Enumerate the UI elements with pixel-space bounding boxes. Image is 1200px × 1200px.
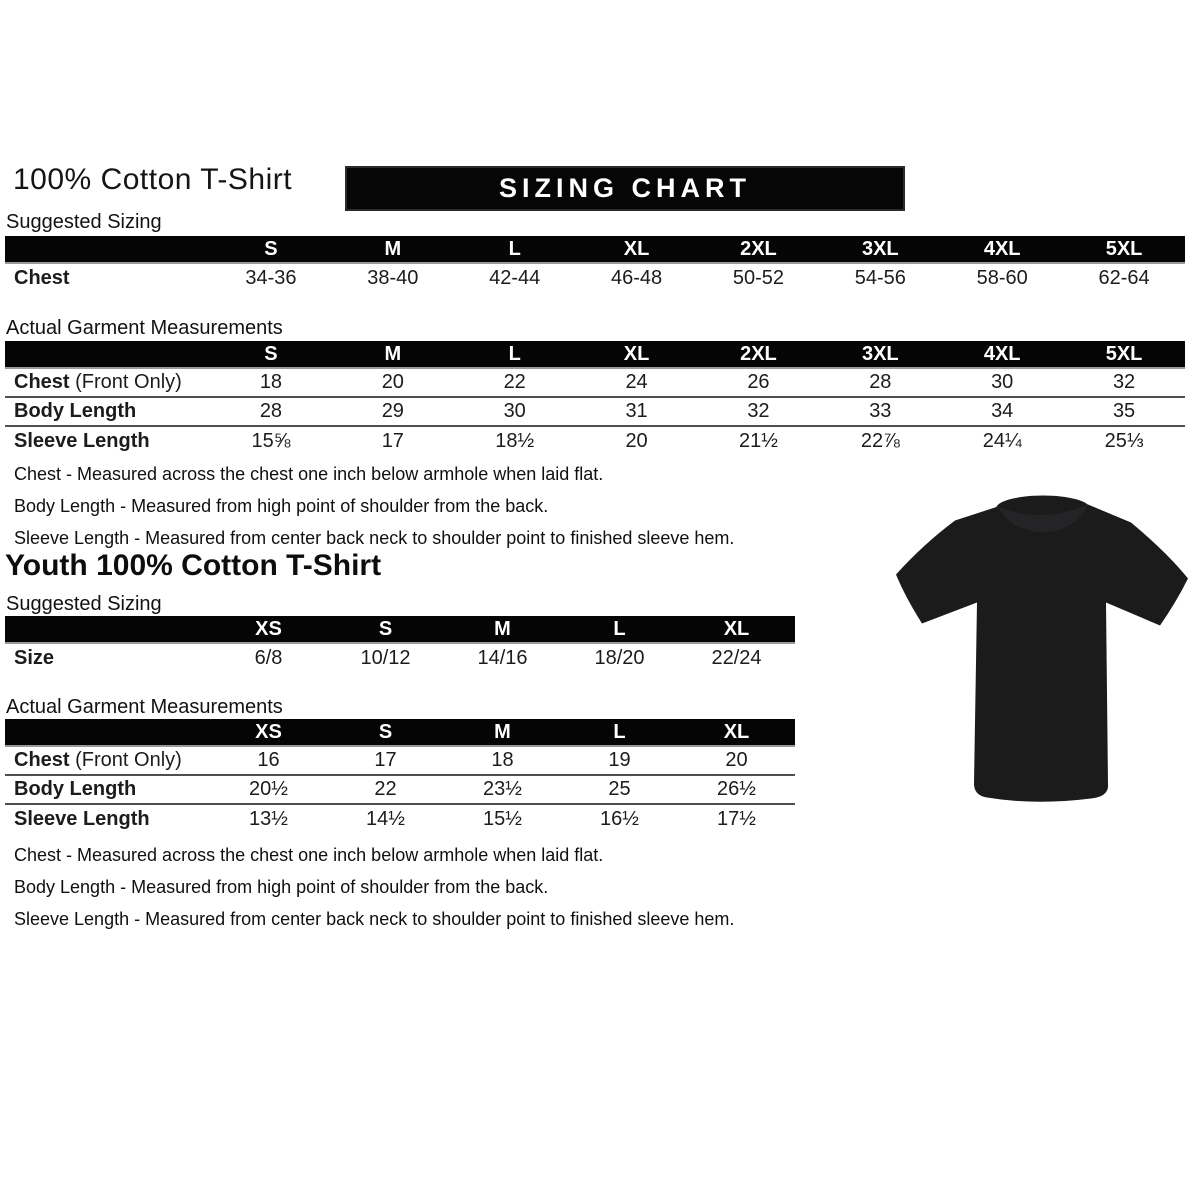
measurement-cell: 54-56 <box>854 267 906 289</box>
measurement-cell: 35 <box>1112 400 1136 422</box>
measurement-cell: 22 <box>503 371 526 393</box>
youth-actual-table <box>5 719 795 834</box>
youth-actual-label: Actual Garment Measurements <box>6 696 283 718</box>
measurement-cell: 34 <box>991 400 1014 422</box>
measurement-cell: 16 <box>257 749 280 771</box>
size-header-cell: L <box>508 342 521 365</box>
measurement-cell: 22/24 <box>711 647 762 669</box>
measurement-cell: 46-48 <box>610 267 663 289</box>
size-header-cell: XL <box>723 617 750 640</box>
table-row <box>5 805 795 834</box>
row-label <box>5 371 210 394</box>
youth-measurement-notes <box>14 845 734 941</box>
size-header-cell: 5XL <box>1105 342 1143 365</box>
size-header-cell: M <box>384 237 402 260</box>
row-label-suffix: (Front Only) <box>69 749 182 771</box>
table-row <box>5 427 1185 456</box>
measurement-cell: 26½ <box>717 778 756 800</box>
size-header-cell: XL <box>623 237 650 260</box>
size-header-cell: L <box>613 720 626 743</box>
size-header-cell: S <box>378 720 393 743</box>
measurement-cell: 17 <box>374 749 397 771</box>
tshirt-image <box>895 488 1195 813</box>
size-header-cell: 3XL <box>861 342 899 365</box>
measurement-cell: 6/8 <box>254 647 283 669</box>
measurement-cell: 25⅓ <box>1104 430 1144 452</box>
size-header-cell: XL <box>623 342 650 365</box>
size-header-cell: 2XL <box>740 342 777 365</box>
size-header-cell: XL <box>723 720 750 743</box>
measurement-cell: 31 <box>625 400 648 422</box>
row-label: Sleeve Length <box>14 808 150 830</box>
size-header-cell: 3XL <box>861 237 899 260</box>
youth-actual-header-row <box>5 719 795 747</box>
size-header-cell: L <box>508 237 521 260</box>
size-header-cell: 5XL <box>1105 237 1143 260</box>
measurement-cell: 28 <box>869 371 892 393</box>
measurement-cell: 62-64 <box>1098 267 1150 289</box>
row-label: Sleeve Length <box>14 430 150 452</box>
measurement-cell: 20½ <box>249 778 288 800</box>
measurement-cell: 20 <box>625 430 648 452</box>
row-label-main: Chest <box>14 371 70 393</box>
measurement-cell: 42-44 <box>489 267 541 289</box>
measurement-cell: 30 <box>991 371 1014 393</box>
measurement-cell: 14/16 <box>477 647 528 669</box>
measurement-cell: 13½ <box>249 808 288 830</box>
table-row <box>5 264 1185 293</box>
note-line: Body Length - Measured from high point of shoulder from the back. <box>14 496 549 516</box>
note-line: Sleeve Length - Measured from center back neck to shoulder point to finished sleeve hem. <box>14 528 735 548</box>
measurement-cell: 20 <box>725 749 748 771</box>
note-line: Chest - Measured across the chest one inch below armhole when laid flat. <box>14 464 604 484</box>
size-header-cell: 4XL <box>983 237 1021 260</box>
page-title: 100% Cotton T-Shirt <box>13 163 293 196</box>
table-row <box>5 747 795 776</box>
note-line: Body Length - Measured from high point of shoulder from the back. <box>14 877 549 897</box>
size-header-cell: M <box>494 617 511 640</box>
note-line: Sleeve Length - Measured from center back neck to shoulder point to finished sleeve hem. <box>14 909 735 929</box>
table-row <box>5 644 795 673</box>
size-header-cell: XS <box>255 720 282 743</box>
measurement-cell: 18 <box>259 371 283 393</box>
measurement-cell: 32 <box>1112 371 1136 393</box>
measurement-cell: 22 <box>374 778 397 800</box>
measurement-cell: 33 <box>869 400 892 422</box>
note-line: Chest - Measured across the chest one inch below armhole when laid flat. <box>14 845 604 865</box>
adult-actual-label: Actual Garment Measurements <box>6 317 283 339</box>
youth-suggested-label: Suggested Sizing <box>6 593 162 615</box>
sizing-chart-banner: SIZING CHART <box>345 166 905 211</box>
row-label: Body Length <box>14 778 137 800</box>
size-header-cell: S <box>264 237 278 260</box>
youth-suggested-header-row <box>5 616 795 644</box>
measurement-cell: 18/20 <box>594 647 645 669</box>
row-label: Chest <box>14 267 70 289</box>
tshirt-icon <box>895 488 1195 813</box>
measurement-cell: 34-36 <box>245 267 297 289</box>
measurement-cell: 14½ <box>366 808 405 830</box>
measurement-cell: 17½ <box>717 808 756 830</box>
measurement-cell: 28 <box>259 400 283 422</box>
measurement-cell: 20 <box>381 371 404 393</box>
size-header-cell: S <box>264 342 278 365</box>
measurement-cell: 23½ <box>483 778 522 800</box>
measurement-cell: 29 <box>381 400 404 422</box>
measurement-cell: 18 <box>491 749 514 771</box>
table-row <box>5 776 795 805</box>
measurement-cell: 17 <box>381 430 404 452</box>
measurement-cell: 15⅝ <box>251 430 291 452</box>
adult-suggested-header-row <box>5 236 1185 264</box>
row-label-suffix: (Front Only) <box>69 371 182 393</box>
size-header-cell: 4XL <box>983 342 1021 365</box>
measurement-cell: 10/12 <box>360 647 411 669</box>
adult-actual-table <box>5 341 1185 456</box>
adult-actual-header-row <box>5 341 1185 369</box>
youth-suggested-table <box>5 616 795 673</box>
measurement-cell: 30 <box>503 400 526 422</box>
measurement-cell: 18½ <box>495 430 535 452</box>
measurement-cell: 50-52 <box>732 267 785 289</box>
measurement-cell: 19 <box>608 749 631 771</box>
measurement-cell: 15½ <box>483 808 522 830</box>
adult-suggested-table <box>5 236 1185 293</box>
row-label: Size <box>14 647 55 669</box>
measurement-cell: 25 <box>608 778 631 800</box>
measurement-cell: 38-40 <box>367 267 419 289</box>
measurement-cell: 22⅞ <box>860 430 900 452</box>
youth-title: Youth 100% Cotton T-Shirt <box>5 549 382 582</box>
size-header-cell: S <box>378 617 393 640</box>
row-label <box>5 749 210 772</box>
table-row <box>5 398 1185 427</box>
adult-measurement-notes <box>14 464 734 560</box>
row-label-main: Chest <box>14 749 70 771</box>
table-row <box>5 369 1185 398</box>
measurement-cell: 32 <box>747 400 770 422</box>
measurement-cell: 21½ <box>738 430 778 452</box>
measurement-cell: 24 <box>625 371 648 393</box>
measurement-cell: 58-60 <box>976 267 1028 289</box>
measurement-cell: 24¼ <box>982 430 1022 452</box>
size-header-cell: XS <box>255 617 282 640</box>
row-label: Body Length <box>14 400 137 422</box>
measurement-cell: 26 <box>747 371 770 393</box>
adult-suggested-label: Suggested Sizing <box>6 211 162 233</box>
size-header-cell: 2XL <box>740 237 777 260</box>
measurement-cell: 16½ <box>600 808 639 830</box>
size-header-cell: L <box>613 617 626 640</box>
size-header-cell: M <box>384 342 402 365</box>
size-header-cell: M <box>494 720 511 743</box>
